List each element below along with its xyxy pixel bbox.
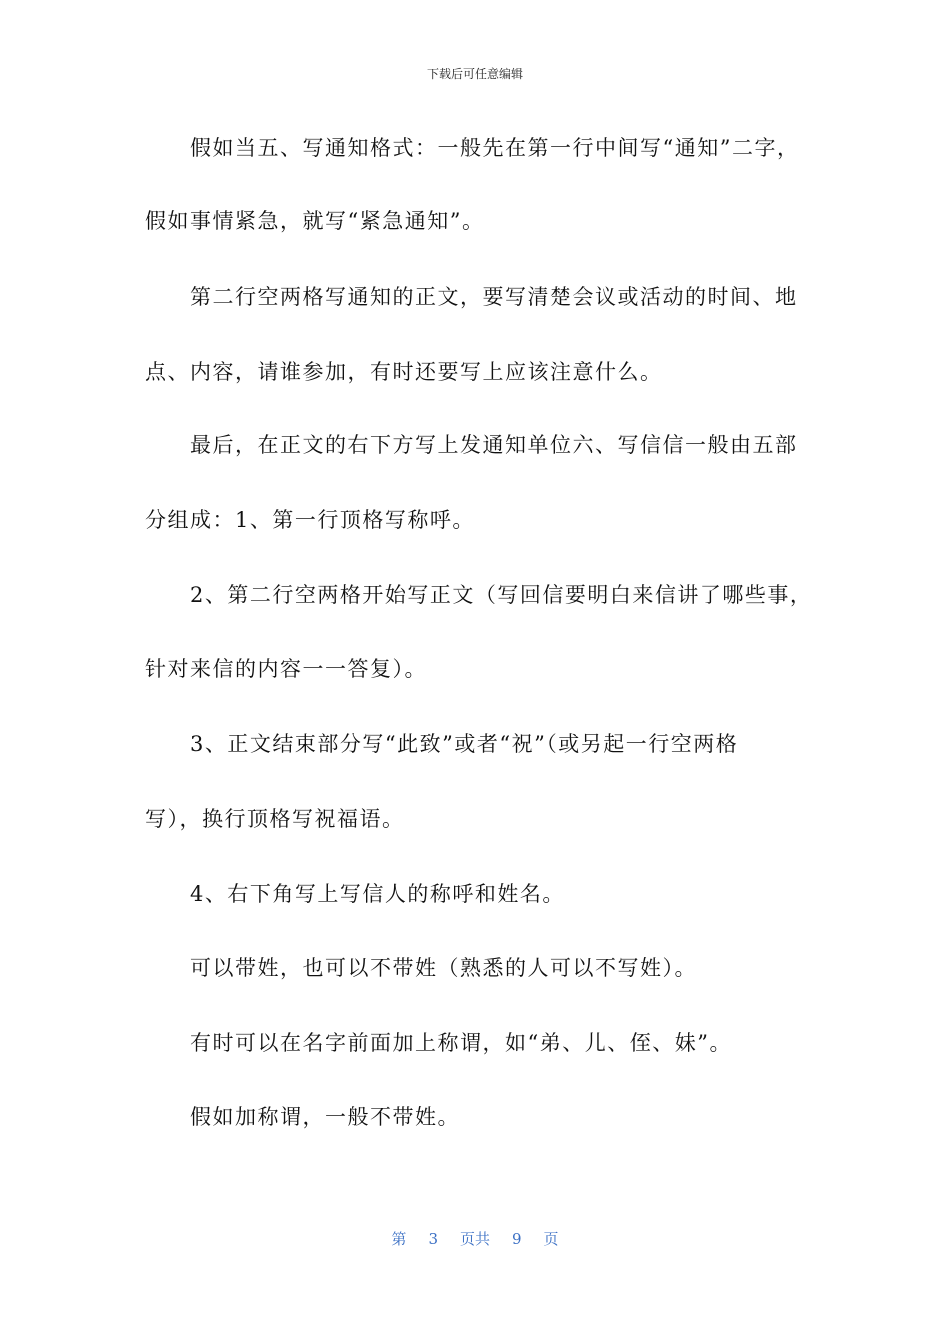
footer-page-suffix: 页 xyxy=(543,1230,559,1248)
footer-page-number: 3 xyxy=(428,1230,438,1248)
paragraph-line: 3、正文结束部分写“此致”或者“祝”（或另起一行空两格 xyxy=(190,732,739,756)
paragraph-line: 2、第二行空两格开始写正文（写回信要明白来信讲了哪些事， xyxy=(190,583,813,607)
paragraph-line: 写），换行顶格写祝福语。 xyxy=(145,807,405,831)
page-header: 下载后可任意编辑 xyxy=(426,67,523,81)
paragraph-line: 4、右下角写上写信人的称呼和姓名。 xyxy=(190,882,565,906)
paragraph-line: 假如当五、写通知格式：一般先在第一行中间写“通知”二字， xyxy=(190,136,800,160)
page-footer xyxy=(0,1229,950,1249)
paragraph-line: 分组成：1、第一行顶格写称呼。 xyxy=(145,508,475,532)
paragraph-line: 点、内容，请谁参加，有时还要写上应该注意什么。 xyxy=(145,360,663,384)
paragraph-line: 假如加称谓，一般不带姓。 xyxy=(190,1105,460,1129)
paragraph-line: 假如事情紧急，就写“紧急通知”。 xyxy=(145,209,485,233)
paragraph-line: 有时可以在名字前面加上称谓，如“弟、儿、侄、妹”。 xyxy=(190,1031,732,1055)
footer-of-label: 页共 xyxy=(459,1230,490,1248)
footer-total-pages: 9 xyxy=(512,1230,522,1248)
paragraph-line: 最后，在正文的右下方写上发通知单位六、写信信一般由五部 xyxy=(190,433,798,457)
paragraph-line: 第二行空两格写通知的正文，要写清楚会议或活动的时间、地 xyxy=(190,285,798,309)
paragraph-line: 针对来信的内容一一答复）。 xyxy=(145,657,427,681)
footer-page-label: 第 xyxy=(391,1230,407,1248)
paragraph-line: 可以带姓，也可以不带姓（熟悉的人可以不写姓）。 xyxy=(190,956,697,980)
